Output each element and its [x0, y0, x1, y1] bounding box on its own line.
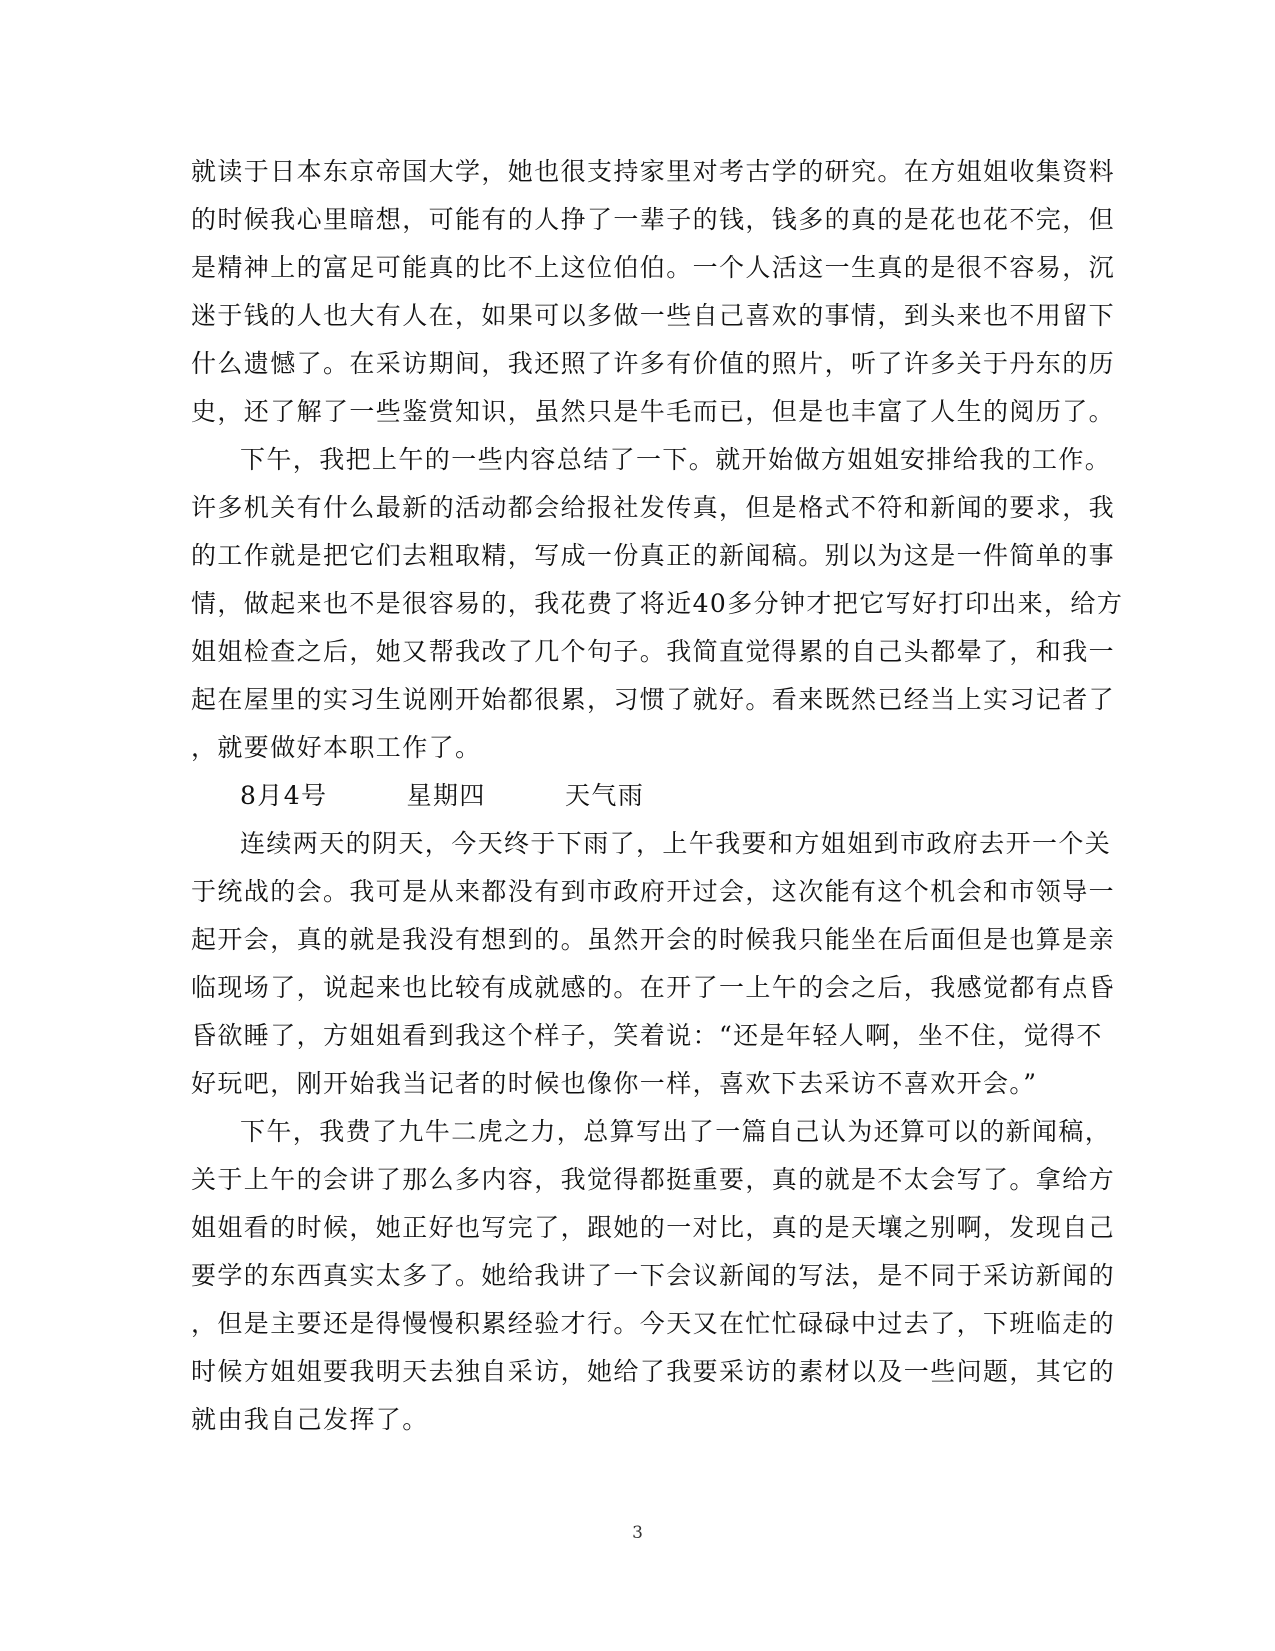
text-line: 要学的东西真实太多了。她给我讲了一下会议新闻的写法，是不同于采访新闻的: [191, 1261, 1116, 1290]
text-line: 就由我自己发挥了。: [191, 1405, 429, 1434]
text-line: 好玩吧，刚开始我当记者的时候也像你一样，喜欢下去采访不喜欢开会。”: [191, 1069, 1038, 1098]
diary-date-line: 8月4号 星期四 天气雨: [240, 781, 645, 810]
text-line: 姐姐看的时候，她正好也写完了，跟她的一对比，真的是天壤之别啊，发现自己: [191, 1213, 1116, 1242]
text-line: 什么遗憾了。在采访期间，我还照了许多有价值的照片，听了许多关于丹东的历: [191, 349, 1116, 378]
text-line: 迷于钱的人也大有人在，如果可以多做一些自己喜欢的事情，到头来也不用留下: [191, 301, 1116, 330]
text-line: 时候方姐姐要我明天去独自采访，她给了我要采访的素材以及一些问题，其它的: [191, 1357, 1116, 1386]
text-line: 是精神上的富足可能真的比不上这位伯伯。一个人活这一生真的是很不容易，沉: [191, 253, 1116, 282]
text-line: 情，做起来也不是很容易的，我花费了将近40多分钟才把它写好打印出来，给方: [191, 589, 1124, 618]
text-line: 姐姐检查之后，她又帮我改了几个句子。我简直觉得累的自己头都晕了，和我一: [191, 637, 1116, 666]
text-line: 起开会，真的就是我没有想到的。虽然开会的时候我只能坐在后面但是也算是亲: [191, 925, 1116, 954]
text-line: 起在屋里的实习生说刚开始都很累，习惯了就好。看来既然已经当上实习记者了: [191, 685, 1116, 714]
text-line: ，就要做好本职工作了。: [191, 733, 482, 762]
text-line: 史，还了解了一些鉴赏知识，虽然只是牛毛而已，但是也丰富了人生的阅历了。: [191, 397, 1116, 426]
text-line: 的工作就是把它们去粗取精，写成一份真正的新闻稿。别以为这是一件简单的事: [191, 541, 1116, 570]
text-line: 关于上午的会讲了那么多内容，我觉得都挺重要，真的就是不太会写了。拿给方: [191, 1165, 1116, 1194]
paragraph-start-line: 连续两天的阴天，今天终于下雨了，上午我要和方姐姐到市政府去开一个关: [240, 829, 1112, 858]
text-line: 就读于日本东京帝国大学，她也很支持家里对考古学的研究。在方姐姐收集资料: [191, 157, 1116, 186]
text-line: ，但是主要还是得慢慢积累经验才行。今天又在忙忙碌碌中过去了，下班临走的: [191, 1309, 1116, 1338]
text-line: 临现场了，说起来也比较有成就感的。在开了一上午的会之后，我感觉都有点昏: [191, 973, 1116, 1002]
page-number: 3: [632, 1523, 643, 1543]
text-line: 许多机关有什么最新的活动都会给报社发传真，但是格式不符和新闻的要求，我: [191, 493, 1116, 522]
text-line: 的时候我心里暗想，可能有的人挣了一辈子的钱，钱多的真的是花也花不完，但: [191, 205, 1116, 234]
text-line: 昏欲睡了，方姐姐看到我这个样子，笑着说：“还是年轻人啊，坐不住，觉得不: [191, 1021, 1103, 1050]
paragraph-start-line: 下午，我费了九牛二虎之力，总算写出了一篇自己认为还算可以的新闻稿，: [240, 1117, 1112, 1146]
text-line: 于统战的会。我可是从来都没有到市政府开过会，这次能有这个机会和市领导一: [191, 877, 1116, 906]
paragraph-start-line: 下午，我把上午的一些内容总结了一下。就开始做方姐姐安排给我的工作。: [240, 445, 1112, 474]
body-text: [191, 148, 1124, 1444]
